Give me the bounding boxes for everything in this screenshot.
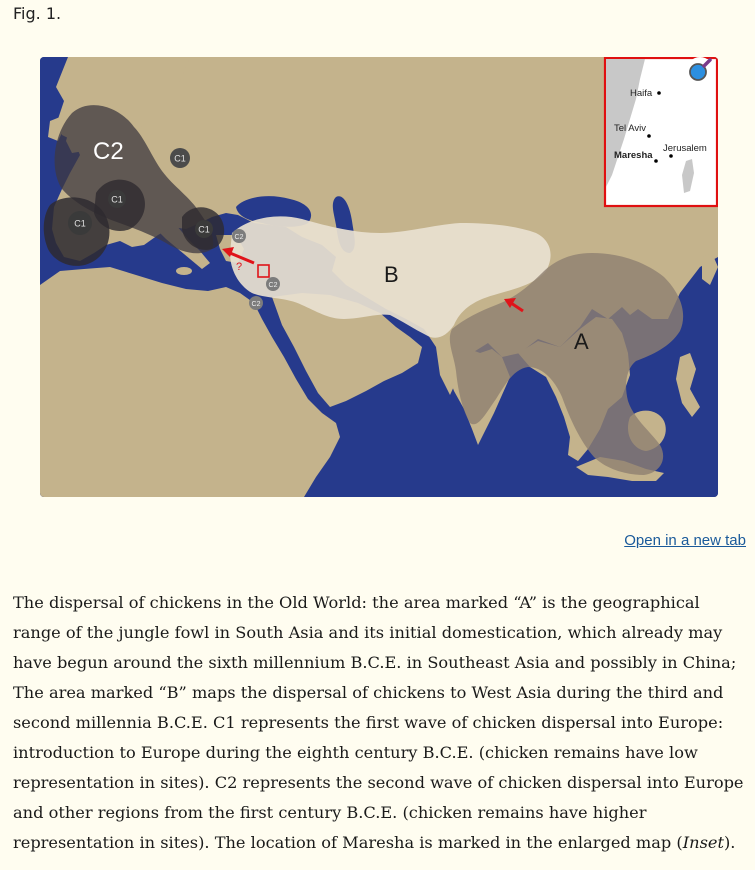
open-in-new-tab-link[interactable]: Open in a new tab <box>624 532 746 549</box>
marker-c2-1 <box>232 229 246 243</box>
label-region-a: A <box>574 329 589 354</box>
svg-text:C2: C2 <box>234 234 244 241</box>
marker-c1-3 <box>68 211 92 235</box>
svg-text:C1: C1 <box>111 194 123 205</box>
caption-text: The dispersal of chickens in the Old World: the area marked “A” is the geographical range of the jungle fowl in South Asia and its initial domestication, which already may have begun around the sixth millennium B.C.E. in Southeast Asia and possibly in China; The area marked “B” maps the dispersal of chickens to West Asia during the third and second millennia B.C.E. C1 represents the first wave of chicken dispersal into Europe: introduction to Europe during the eighth century B.C.E. (chicken remains have low representation in sites). C2 represents the second wave of chicken dispersal into Europe and other regions from the first century B.C.E. (chicken remains have higher representation in sites). The location of Maresha is marked in the enlarged map ( <box>13 593 744 852</box>
label-region-b: B <box>384 262 399 287</box>
map-svg <box>40 57 718 497</box>
svg-text:C1: C1 <box>198 224 210 235</box>
marker-c1-1 <box>170 148 190 168</box>
magnifier-icon[interactable] <box>686 57 714 85</box>
svg-text:C2: C2 <box>268 282 278 289</box>
marker-c1-2 <box>108 190 126 208</box>
marker-c2-3 <box>249 296 263 310</box>
marker-c1-4 <box>195 220 213 238</box>
label-c2-region: C2 <box>93 138 124 165</box>
svg-text:?: ? <box>236 261 243 273</box>
inset-city-tel-aviv: Tel Aviv <box>614 123 647 134</box>
svg-text:C1: C1 <box>174 153 186 164</box>
sicily-land <box>176 267 192 275</box>
marker-c2-2 <box>266 277 280 291</box>
caption-inset-word: Inset <box>682 833 724 852</box>
dispersal-map <box>40 57 718 497</box>
svg-text:C2: C2 <box>251 301 261 308</box>
inset-city-haifa: Haifa <box>630 88 653 99</box>
caption-text-end: ). <box>723 833 736 852</box>
inset-city-jerusalem: Jerusalem <box>663 143 707 154</box>
inset-city-maresha: Maresha <box>614 150 653 161</box>
figure-caption <box>13 588 751 858</box>
svg-text:C1: C1 <box>74 218 86 229</box>
figure-label: Fig. 1. <box>13 4 62 23</box>
